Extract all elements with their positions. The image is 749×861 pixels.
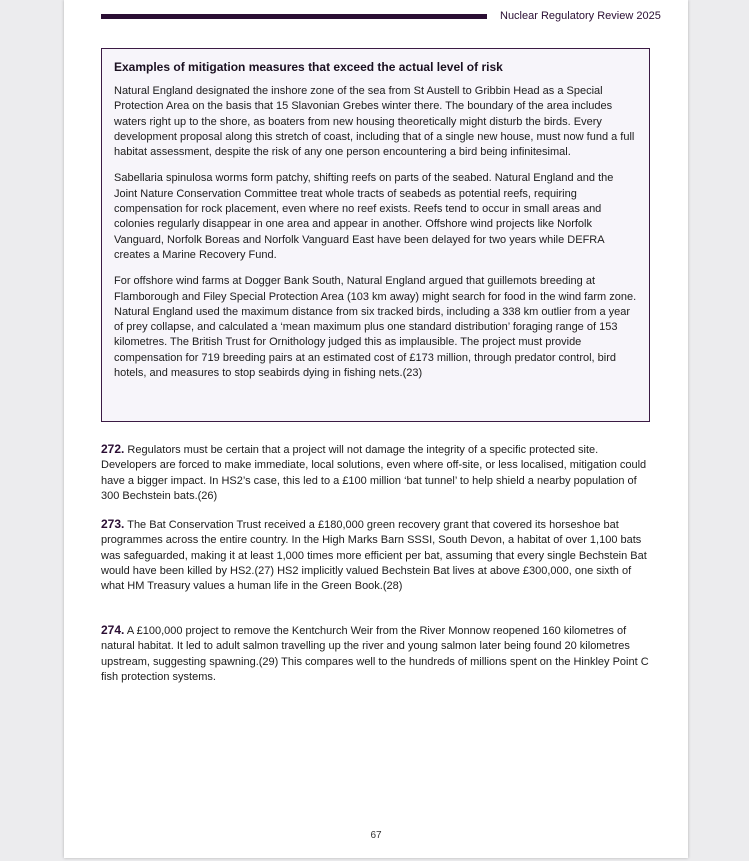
callout-box <box>101 48 650 422</box>
page-number: 67 <box>370 830 382 841</box>
running-header-title: Nuclear Regulatory Review 2025 <box>500 10 661 22</box>
paragraph-number: 273. <box>101 517 125 531</box>
header-rule <box>101 14 487 19</box>
paragraph-number: 272. <box>101 442 125 456</box>
numbered-paragraph-272 <box>101 442 656 504</box>
callout-paragraph: Natural England designated the inshore zone of the sea from St Austell to Gribbin Head as a Special Protection Area on the basis that 15 Slavonian Grebes winter there. The boundary of the area includes waters right up to the shore, as boaters from new housing theoretically might disturb the birds. Every development proposal along this stretch of coast, including that of a single new house, must now fund a full habitat assessment, despite the risk of any one person encountering a bird being infinitesimal. <box>114 85 635 159</box>
numbered-paragraph-274 <box>101 623 656 685</box>
callout-paragraph: Sabellaria spinulosa worms form patchy, shifting reefs on parts of the seabed. Natural England and the Joint Nature Conservation Committee treat whole tracts of seabeds as potential reefs, requiring compensation for rock placement, even where no reef exists. Reefs tend to occur in small areas and colonies regularly disappear in one area and appear in another. Offshore wind projects like Norfolk Vanguard, Norfolk Boreas and Norfolk Vanguard East have been delayed for two years while DEFRA creates a Marine Recovery Fund. <box>114 172 614 261</box>
callout-title: Examples of mitigation measures that exceed the actual level of risk <box>114 60 503 74</box>
numbered-paragraph-273 <box>101 517 656 594</box>
callout-paragraph: For offshore wind farms at Dogger Bank South, Natural England argued that guillemots breeding at Flamborough and Filey Special Protection Area (103 km away) might search for food in the wind farm zone. Natural England used the maximum distance from six tracked birds, including a 338 km outlier from a year of prey collapse, and calculated a ‘mean maximum plus one standard distribution’ foraging range of 153 kilometres. The British Trust for Ornithology judged this as implausible. The project must provide compensation for 719 breeding pairs at an estimated cost of £173 million, through predator control, bird hotels, and measures to stop seabirds dying in fishing nets.(23) <box>114 275 637 380</box>
paragraph-text: A £100,000 project to remove the Kentchurch Weir from the River Monnow reopened 160 kilometres of natural habitat. It led to adult salmon travelling up the river and young salmon later being found 20 kilometres upstream, suggesting spawning.(29) This compares well to the hundreds of millions spent on the Hinkley Point C fish protection systems. <box>101 625 649 683</box>
document-page <box>64 0 688 858</box>
paragraph-number: 274. <box>101 623 125 637</box>
paragraph-text: Regulators must be certain that a project will not damage the integrity of a specific protected site. Developers are forced to make immediate, local solutions, even where off-site, or less localised, mitigation could have a bigger impact. In HS2’s case, this led to a £100 million ‘bat tunnel’ to help shield a nearby population of 300 Bechstein bats.(26) <box>101 444 647 502</box>
paragraph-text: The Bat Conservation Trust received a £180,000 green recovery grant that covered its horseshoe bat programmes across the entire country. In the High Marks Barn SSSI, South Devon, a habitat of over 1,100 bats was safeguarded, making it at least 1,000 times more efficient per bat, assuming that every single Bechstein Bat would have been killed by HS2.(27) HS2 implicitly valued Bechstein Bat lives at above £300,000, one sixth of what HM Treasury values a human life in the Green Book.(28) <box>101 519 647 593</box>
